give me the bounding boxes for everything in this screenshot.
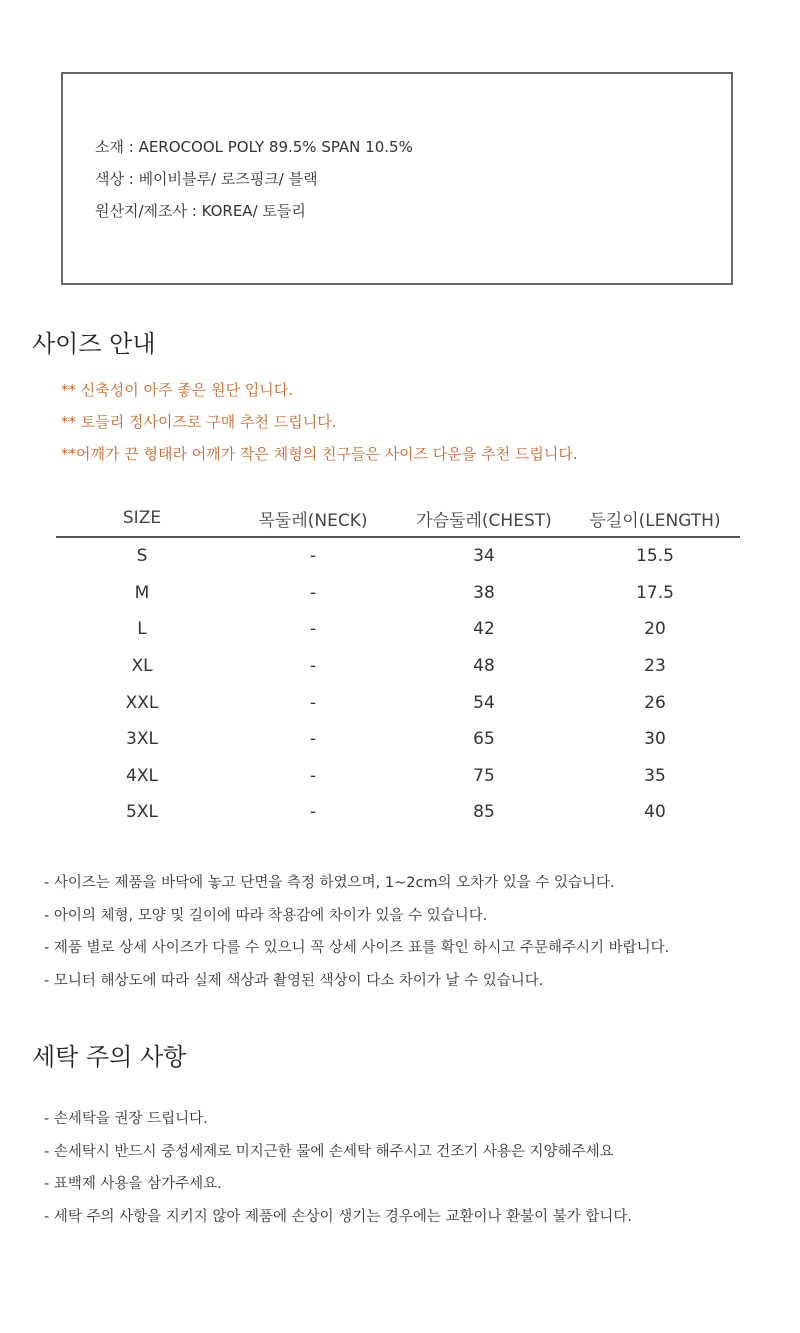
disclaimer-item: - 제품 별로 상세 사이즈가 다를 수 있으니 꼭 상세 사이즈 표를 확인 하시고 주문해주시기 바랍니다. xyxy=(44,940,670,956)
table-row xyxy=(56,721,740,758)
table-row xyxy=(56,684,740,721)
disclaimer-item: - 모니터 해상도에 따라 실제 색상과 촬영된 색상이 다소 차이가 날 수 있습니다. xyxy=(44,972,544,989)
header-neck: 목둘레(NECK) xyxy=(228,500,398,537)
cell-size: S xyxy=(136,546,148,567)
origin-line: 원산지/제조사 : KOREA/ 토들리 xyxy=(95,202,306,220)
cell-chest: 85 xyxy=(473,802,495,823)
header-chest: 가슴둘레(CHEST) xyxy=(398,500,570,537)
material-line: 소재 : AEROCOOL POLY 89.5% SPAN 10.5% xyxy=(95,138,413,156)
cell-neck: - xyxy=(309,765,317,786)
size-note: ** 토들리 정사이즈로 구매 추천 드립니다. xyxy=(61,413,337,431)
cell-chest: 65 xyxy=(473,729,495,750)
table-row xyxy=(56,648,740,685)
washing-item: - 세탁 주의 사항을 지키지 않아 제품에 손상이 생기는 경우에는 교환이나 환불이 불가 합니다. xyxy=(44,1208,633,1225)
material-info-box xyxy=(61,72,733,285)
size-note: ** 신축성이 아주 좋은 원단 입니다. xyxy=(61,381,293,399)
washing-item: - 손세탁을 권장 드립니다. xyxy=(44,1111,208,1127)
cell-size: L xyxy=(137,619,147,640)
material-info-lines xyxy=(95,135,413,231)
cell-chest: 42 xyxy=(473,619,495,640)
table-row xyxy=(56,794,740,831)
cell-neck: - xyxy=(309,656,317,677)
cell-neck: - xyxy=(309,619,317,640)
washing-item: - 표백제 사용을 삼가주세요. xyxy=(44,1176,222,1192)
cell-neck: - xyxy=(309,546,317,567)
cell-length: 20 xyxy=(644,619,666,640)
cell-length: 23 xyxy=(644,656,666,677)
size-notes-accent xyxy=(61,377,578,473)
cell-chest: 54 xyxy=(473,692,495,713)
cell-size: 4XL xyxy=(126,765,158,786)
size-guide-title: 사이즈 안내 xyxy=(32,330,156,358)
table-row xyxy=(56,611,740,648)
cell-chest: 38 xyxy=(473,582,495,603)
cell-length: 30 xyxy=(644,729,666,750)
cell-length: 35 xyxy=(644,765,666,786)
cell-size: 3XL xyxy=(126,729,158,750)
table-row xyxy=(56,758,740,795)
cell-chest: 75 xyxy=(473,765,495,786)
cell-neck: - xyxy=(309,802,317,823)
washing-title: 세탁 주의 사항 xyxy=(32,1043,187,1071)
cell-chest: 48 xyxy=(473,656,495,677)
cell-size: XL xyxy=(131,656,153,677)
cell-neck: - xyxy=(309,729,317,750)
disclaimer-item: - 사이즈는 제품을 바닥에 놓고 단면을 측정 하였으며, 1~2cm의 오차가 있을 수 있습니다. xyxy=(44,875,615,891)
cell-neck: - xyxy=(309,582,317,603)
cell-chest: 34 xyxy=(473,546,495,567)
cell-length: 17.5 xyxy=(636,582,674,603)
cell-length: 40 xyxy=(644,802,666,823)
header-length: 등길이(LENGTH) xyxy=(570,500,740,537)
disclaimer-item: - 아이의 체형, 모양 및 길이에 따라 착용감에 차이가 있을 수 있습니다. xyxy=(44,907,488,924)
size-table xyxy=(56,500,740,831)
color-line: 색상 : 베이비블루/ 로즈핑크/ 블랙 xyxy=(95,170,318,188)
header-size: SIZE xyxy=(56,500,228,537)
size-disclaimers xyxy=(44,870,669,1000)
cell-neck: - xyxy=(309,692,317,713)
cell-size: M xyxy=(134,582,150,603)
cell-size: XXL xyxy=(125,692,159,713)
cell-size: 5XL xyxy=(126,802,158,823)
cell-length: 26 xyxy=(644,692,666,713)
washing-instructions xyxy=(44,1106,632,1236)
table-row xyxy=(56,537,740,575)
washing-item: - 손세탁시 반드시 중성세제로 미지근한 물에 손세탁 해주시고 건조기 사용은 지양해주세요 xyxy=(44,1143,614,1160)
size-table-header-row xyxy=(56,500,740,537)
size-note: **어깨가 끈 형태라 어깨가 작은 체형의 친구들은 사이즈 다운을 추천 드립니다. xyxy=(61,445,578,463)
cell-length: 15.5 xyxy=(636,546,674,567)
table-row xyxy=(56,575,740,612)
